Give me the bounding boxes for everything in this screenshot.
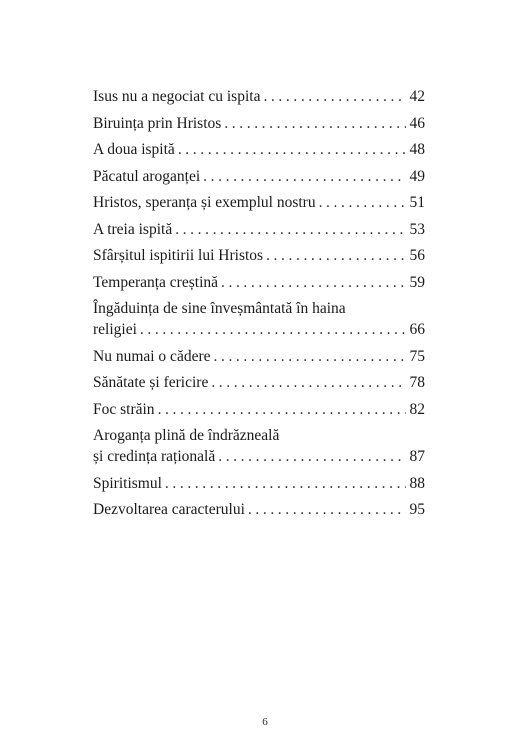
dot-leader xyxy=(224,113,405,134)
toc-entry-page: 95 xyxy=(409,501,425,518)
toc-line xyxy=(93,245,425,266)
toc-entry-page: 59 xyxy=(409,273,425,291)
toc-entry-title: Spiritismul xyxy=(93,474,162,492)
toc-entry-page: 46 xyxy=(409,114,425,132)
toc-entry xyxy=(93,272,425,293)
toc-entry-title: Nu numai o cădere xyxy=(93,347,211,365)
toc-entry xyxy=(93,499,425,520)
toc-line xyxy=(93,446,425,467)
toc-entry-page: 82 xyxy=(409,400,425,418)
toc-line xyxy=(93,346,425,367)
toc-entry-title: Păcatul aroganței xyxy=(93,167,201,185)
dot-leader xyxy=(203,166,405,187)
toc-entry-title: Temperanța creștină xyxy=(93,273,218,291)
toc-entry-title-line1: Îngăduința de sine înveșmântată în haina xyxy=(93,300,346,317)
dot-leader xyxy=(248,499,406,520)
dot-leader xyxy=(165,473,406,494)
dot-leader xyxy=(221,272,406,293)
toc-entry xyxy=(93,425,425,467)
toc-entry-page: 53 xyxy=(409,220,425,238)
toc-entry xyxy=(93,139,425,160)
dot-leader xyxy=(211,372,405,393)
toc-entry xyxy=(93,166,425,187)
toc-entry-title: Isus nu a negociat cu ispita xyxy=(93,88,261,105)
toc-line xyxy=(93,499,425,520)
toc-line xyxy=(93,166,425,187)
toc-entry-title: religiei xyxy=(93,321,137,338)
toc-line xyxy=(93,372,425,393)
dot-leader xyxy=(218,446,405,467)
page-number: 6 xyxy=(262,716,268,728)
toc-line xyxy=(93,192,425,213)
dot-leader xyxy=(214,346,406,367)
toc-entry-title: Hristos, speranța și exemplul nostru xyxy=(93,194,316,211)
dot-leader xyxy=(158,399,406,420)
dot-leader xyxy=(266,245,405,266)
toc-entry xyxy=(93,245,425,266)
table-of-contents xyxy=(93,86,425,526)
toc-entry xyxy=(93,192,425,213)
toc-entry-page: 87 xyxy=(409,448,425,465)
toc-entry xyxy=(93,372,425,393)
toc-line xyxy=(93,86,425,107)
toc-entry-title: Foc străin xyxy=(93,400,155,418)
toc-entry-page: 49 xyxy=(409,167,425,185)
toc-entry-title: Sfârșitul ispitirii lui Hristos xyxy=(93,247,264,264)
toc-entry xyxy=(93,113,425,134)
toc-entry-title: A treia ispită xyxy=(93,220,173,238)
toc-line xyxy=(93,272,425,293)
toc-entry-page: 88 xyxy=(409,474,425,492)
toc-entry xyxy=(93,399,425,420)
toc-entry-title: și credința rațională xyxy=(93,448,216,465)
dot-leader xyxy=(178,139,406,160)
toc-entry-title-line1: Aroganța plină de îndrăzneală xyxy=(93,427,280,444)
toc-entry xyxy=(93,473,425,494)
toc-entry-page: 42 xyxy=(409,88,425,105)
dot-leader xyxy=(319,192,406,213)
toc-line xyxy=(93,399,425,420)
toc-entry-page: 56 xyxy=(409,247,425,264)
dot-leader xyxy=(140,319,406,340)
dot-leader xyxy=(175,219,405,240)
toc-entry-title: A doua ispită xyxy=(93,141,175,158)
toc-entry xyxy=(93,86,425,107)
toc-entry-title: Dezvoltarea caracterului xyxy=(93,501,245,518)
toc-entry-page: 48 xyxy=(409,141,425,158)
toc-entry xyxy=(93,298,425,340)
toc-line xyxy=(93,219,425,240)
toc-entry-page: 51 xyxy=(409,194,425,211)
dot-leader xyxy=(263,86,405,107)
toc-line xyxy=(93,319,425,340)
toc-entry-page: 66 xyxy=(409,321,425,338)
toc-line xyxy=(93,113,425,134)
toc-entry xyxy=(93,219,425,240)
toc-entry-title: Sănătate și fericire xyxy=(93,374,209,391)
toc-entry-title: Biruința prin Hristos xyxy=(93,114,222,132)
toc-entry xyxy=(93,346,425,367)
toc-line xyxy=(93,139,425,160)
toc-entry-page: 75 xyxy=(409,347,425,365)
toc-entry-page: 78 xyxy=(409,374,425,391)
toc-line xyxy=(93,473,425,494)
